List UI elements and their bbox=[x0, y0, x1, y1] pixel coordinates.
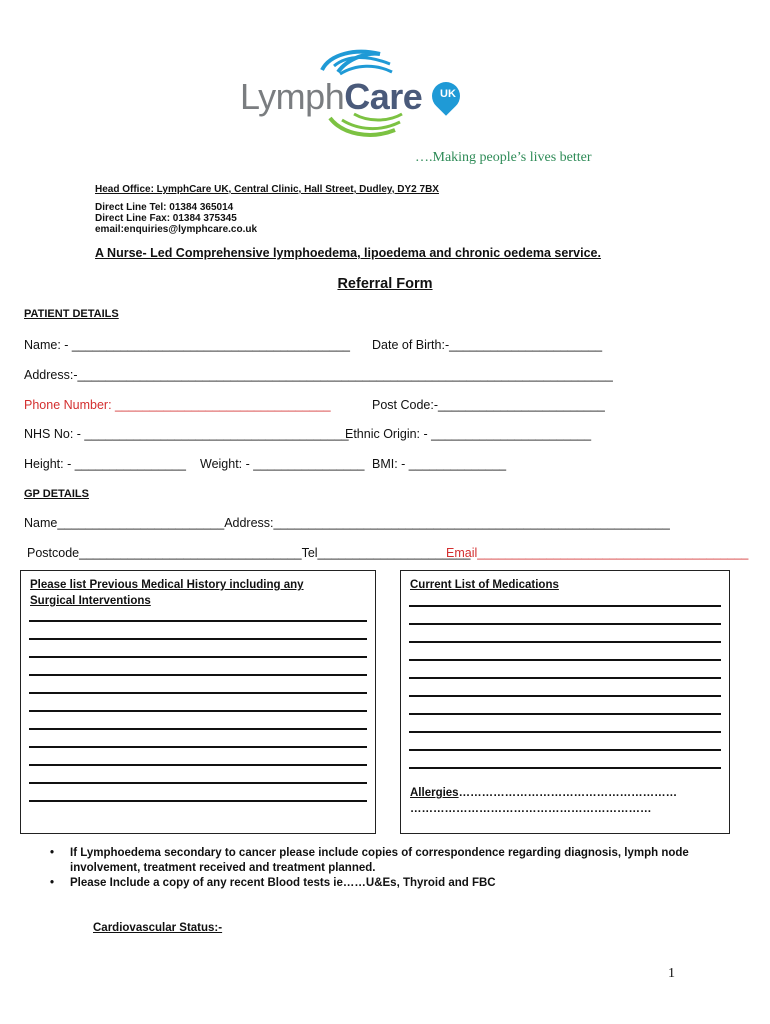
medications-line bbox=[409, 659, 721, 661]
medications-line bbox=[409, 767, 721, 769]
gp-details-heading: GP DETAILS bbox=[24, 488, 89, 500]
medications-line bbox=[409, 677, 721, 679]
bullet-icon: • bbox=[50, 847, 55, 859]
ethnic-origin-field[interactable]: Ethnic Origin: - _______________________ bbox=[345, 427, 592, 441]
phone-field[interactable]: Phone Number: _______________________________ bbox=[24, 398, 331, 412]
history-line bbox=[29, 728, 367, 730]
postcode-field[interactable]: Post Code:-________________________ bbox=[372, 398, 605, 412]
history-line bbox=[29, 656, 367, 658]
direct-tel: Direct Line Tel: 01384 365014 bbox=[95, 202, 234, 213]
height-field[interactable]: Height: - ________________ bbox=[24, 457, 186, 471]
history-line bbox=[29, 782, 367, 784]
allergies-label: Allergies bbox=[410, 787, 459, 799]
nhs-field[interactable]: NHS No: - ______________________________________ bbox=[24, 427, 349, 441]
address-field[interactable]: Address:-_____________________________________________________________________________ bbox=[24, 368, 613, 382]
bullet-icon: • bbox=[50, 877, 55, 889]
list-item: • If Lymphoedema secondary to cancer please include copies of correspondence regarding diagnosis, lymph node involvement, treatment received and treatment planned. bbox=[50, 847, 689, 874]
direct-fax: Direct Line Fax: 01384 375345 bbox=[95, 213, 237, 224]
medications-line bbox=[409, 623, 721, 625]
medications-line bbox=[409, 605, 721, 607]
logo-badge: UK bbox=[440, 88, 456, 100]
logo-wordmark: LymphCare bbox=[240, 76, 423, 117]
medications-line bbox=[409, 713, 721, 715]
gp-name-address-field[interactable]: Name________________________Address:_________________________________________________________ bbox=[24, 516, 670, 530]
history-line bbox=[29, 800, 367, 802]
medical-history-title: Please list Previous Medical History including any Surgical Interventions bbox=[30, 579, 304, 607]
instructions-list bbox=[50, 846, 730, 891]
medications-box[interactable] bbox=[400, 570, 730, 834]
gp-postcode-tel-field[interactable]: Postcode________________________________Tel______________________ bbox=[27, 546, 471, 560]
allergies-dots-line: ……………………………………………………… bbox=[410, 803, 652, 815]
gp-email-field[interactable]: Email_______________________________________ bbox=[446, 546, 749, 560]
cardiovascular-heading: Cardiovascular Status:- bbox=[93, 922, 223, 934]
medications-title: Current List of Medications bbox=[410, 579, 559, 591]
history-line bbox=[29, 764, 367, 766]
patient-details-heading: PATIENT DETAILS bbox=[24, 308, 119, 320]
history-line bbox=[29, 746, 367, 748]
medications-line bbox=[409, 749, 721, 751]
allergies-dots: ………………………………………………… bbox=[458, 787, 678, 799]
history-line bbox=[29, 638, 367, 640]
head-office: Head Office: LymphCare UK, Central Clinic, Hall Street, Dudley, DY2 7BX bbox=[95, 184, 439, 195]
history-line bbox=[29, 674, 367, 676]
medications-line bbox=[409, 731, 721, 733]
dob-field[interactable]: Date of Birth:-______________________ bbox=[372, 338, 603, 352]
medications-line bbox=[409, 641, 721, 643]
history-line bbox=[29, 620, 367, 622]
history-line bbox=[29, 710, 367, 712]
history-line bbox=[29, 692, 367, 694]
mission-statement: A Nurse- Led Comprehensive lymphoedema, lipoedema and chronic oedema service. bbox=[95, 246, 601, 260]
tagline: ….Making people’s lives better bbox=[415, 150, 592, 165]
lymphcare-logo bbox=[230, 48, 470, 144]
weight-field[interactable]: Weight: - ________________ bbox=[200, 457, 365, 471]
page-number: 1 bbox=[668, 966, 675, 981]
patient-name-field[interactable]: Name: - ________________________________________ bbox=[24, 338, 351, 352]
form-title: Referral Form bbox=[337, 276, 433, 292]
allergies-row[interactable] bbox=[410, 787, 677, 799]
medical-history-box[interactable] bbox=[20, 570, 376, 834]
bmi-field[interactable]: BMI: - ______________ bbox=[372, 457, 507, 471]
medications-line bbox=[409, 695, 721, 697]
list-item: • Please Include a copy of any recent Blood tests ie……U&Es, Thyroid and FBC bbox=[50, 877, 496, 889]
email-line: email:enquiries@lymphcare.co.uk bbox=[95, 224, 258, 235]
